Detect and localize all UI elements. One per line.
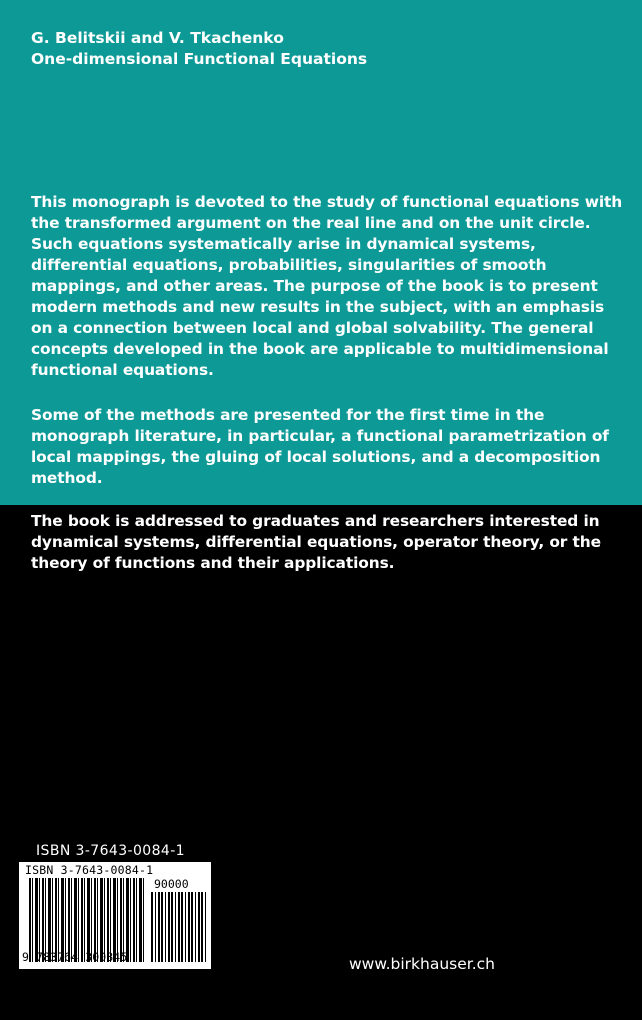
barcode-ean-digits: 9 783764 300845 — [22, 950, 128, 964]
text-line: the transformed argument on the real line and on the unit circle. — [31, 214, 591, 232]
description-paragraph-2 — [31, 405, 631, 489]
text-line: mappings, and other areas. The purpose of the book is to present — [31, 277, 598, 295]
text-line: concepts developed in the book are applicable to multidimensional — [31, 340, 609, 358]
text-line: on a connection between local and global solvability. The general — [31, 319, 594, 337]
text-line: theory of functions and their applications. — [31, 554, 395, 572]
barcode — [19, 862, 211, 969]
text-line: local mappings, the gluing of local solutions, and a decomposition — [31, 448, 601, 466]
description-paragraph-3 — [31, 511, 631, 574]
barcode-isbn-text: ISBN 3-7643-0084-1 — [25, 863, 154, 877]
text-line: Such equations systematically arise in dynamical systems, — [31, 235, 536, 253]
text-line: This monograph is devoted to the study of functional equations with — [31, 193, 623, 211]
text-line: Some of the methods are presented for the first time in the — [31, 406, 545, 424]
text-line: method. — [31, 469, 103, 487]
text-line: The book is addressed to graduates and researchers interested in — [31, 512, 600, 530]
description-paragraph-1 — [31, 192, 631, 381]
text-line: differential equations, probabilities, singularities of smooth — [31, 256, 547, 274]
publisher-url: www.birkhauser.ch — [349, 955, 496, 973]
cover-header — [31, 28, 367, 70]
text-line: monograph literature, in particular, a functional parametrization of — [31, 427, 609, 445]
authors: G. Belitskii and V. Tkachenko — [31, 29, 284, 47]
text-line: modern methods and new results in the subject, with an emphasis — [31, 298, 605, 316]
book-title: One-dimensional Functional Equations — [31, 50, 368, 68]
barcode-addon-digits: 90000 — [154, 877, 189, 891]
text-line: dynamical systems, differential equations, operator theory, or the — [31, 533, 601, 551]
barcode-addon-bars-icon — [151, 892, 206, 962]
text-line: functional equations. — [31, 361, 214, 379]
isbn-label: ISBN 3-7643-0084-1 — [36, 843, 185, 859]
